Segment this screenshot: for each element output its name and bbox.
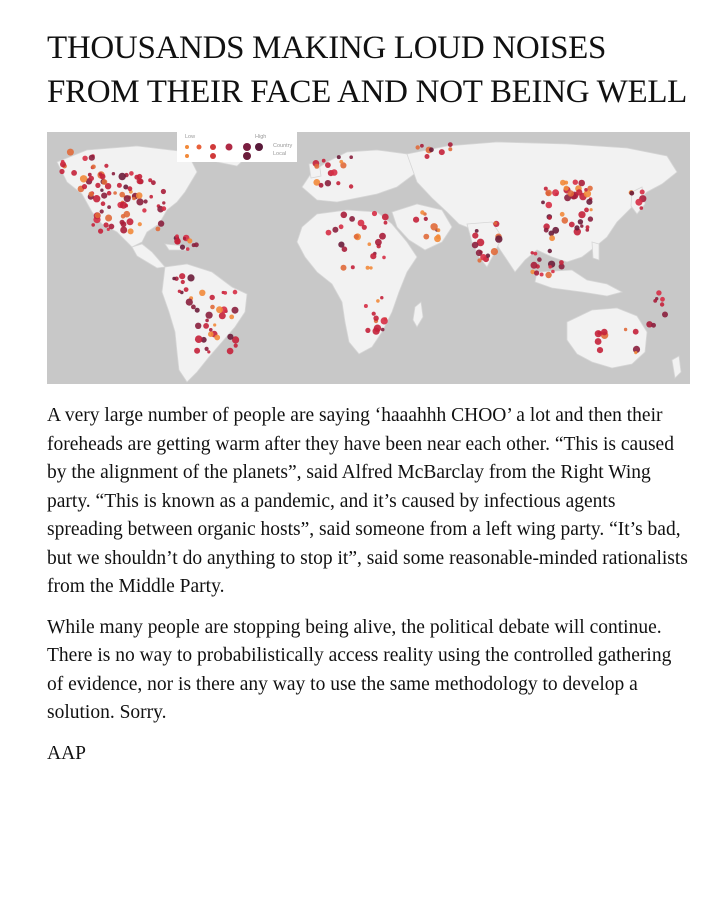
case-dot [100,189,103,192]
legend-country-label: Country [273,143,293,149]
case-dot [82,156,87,161]
case-dot [129,171,134,176]
paragraph-2: While many people are stopping being alive, the political debate will continue. There is no way to probabilistically access reality using the controlled gathering of evidence, nor is there any way to use the same methodology to develop a solution. Sorry. [47,616,672,723]
case-dot [161,189,166,194]
case-dot [80,175,87,182]
case-dot [120,227,127,234]
case-dot [95,183,100,188]
case-dot [158,220,164,226]
case-dot [162,201,165,204]
case-dot [104,222,109,227]
case-dot [127,218,134,225]
case-dot [149,195,153,199]
case-dot [119,192,125,198]
case-dot [102,179,108,185]
case-dot [107,205,111,209]
case-dot [132,197,136,201]
case-dot [91,223,95,227]
case-dot [109,224,115,230]
case-dot [100,209,104,213]
case-dot [89,192,94,197]
headline: THOUSANDS MAKING LOUD NOISES FROM THEIR FACE AND NOT BEING WELL [47,30,688,110]
world-map-image [47,132,690,384]
case-dot [151,180,156,185]
case-dot [112,172,115,175]
case-dot [120,202,127,209]
case-dot [61,160,65,164]
case-dot [107,191,112,196]
case-dot [136,192,143,199]
case-dot [82,184,87,189]
legend-high-label: High [255,134,267,140]
case-dot [98,229,103,234]
case-dot [136,198,143,205]
case-dot [162,206,167,211]
case-dot [101,193,107,199]
case-dot [67,149,74,156]
case-dot [113,191,117,195]
case-dot [100,174,106,180]
legend-local-label: Local [273,151,287,157]
case-dot [117,183,122,188]
case-dot [142,208,146,212]
paragraph-1: A very large number of people are saying ‘haaahhh CHOO’ a lot and then their foreheads are getting warm after they have been near each other. “This is caused by the alignment of the planets”, said Alfred McBarclay from the Right Wing party. “This is known as a pandemic, and it’s caused by infectious agents spreading between organic hosts”, said someone from a left wing party. “It’s bad, but we shouldn’t do anything to stop it”, said some reasonable-minded rationalists from the Middle Party. [47,405,688,597]
case-dot [128,186,133,191]
case-dot [71,170,77,176]
case-dot [104,164,108,168]
case-dot [59,169,64,174]
case-dot [89,176,94,181]
map-legend [177,132,297,162]
legend-low-label: Low [185,134,196,140]
case-dot [138,222,142,226]
case-dot [95,213,101,219]
case-dot [101,201,106,206]
byline: AAP [47,742,87,764]
case-dot [172,277,176,281]
case-dot [91,165,96,170]
case-dot [144,199,148,203]
case-dot [137,178,143,184]
case-dot [119,173,126,180]
case-dot [93,195,100,202]
case-dot [89,155,95,161]
legend-swatches [177,132,690,384]
article [47,0,692,768]
case-dot [124,195,131,202]
case-dot [124,211,131,218]
case-dot [105,215,112,222]
case-dot [121,221,127,227]
case-dot [156,227,161,232]
case-dot [128,228,134,234]
